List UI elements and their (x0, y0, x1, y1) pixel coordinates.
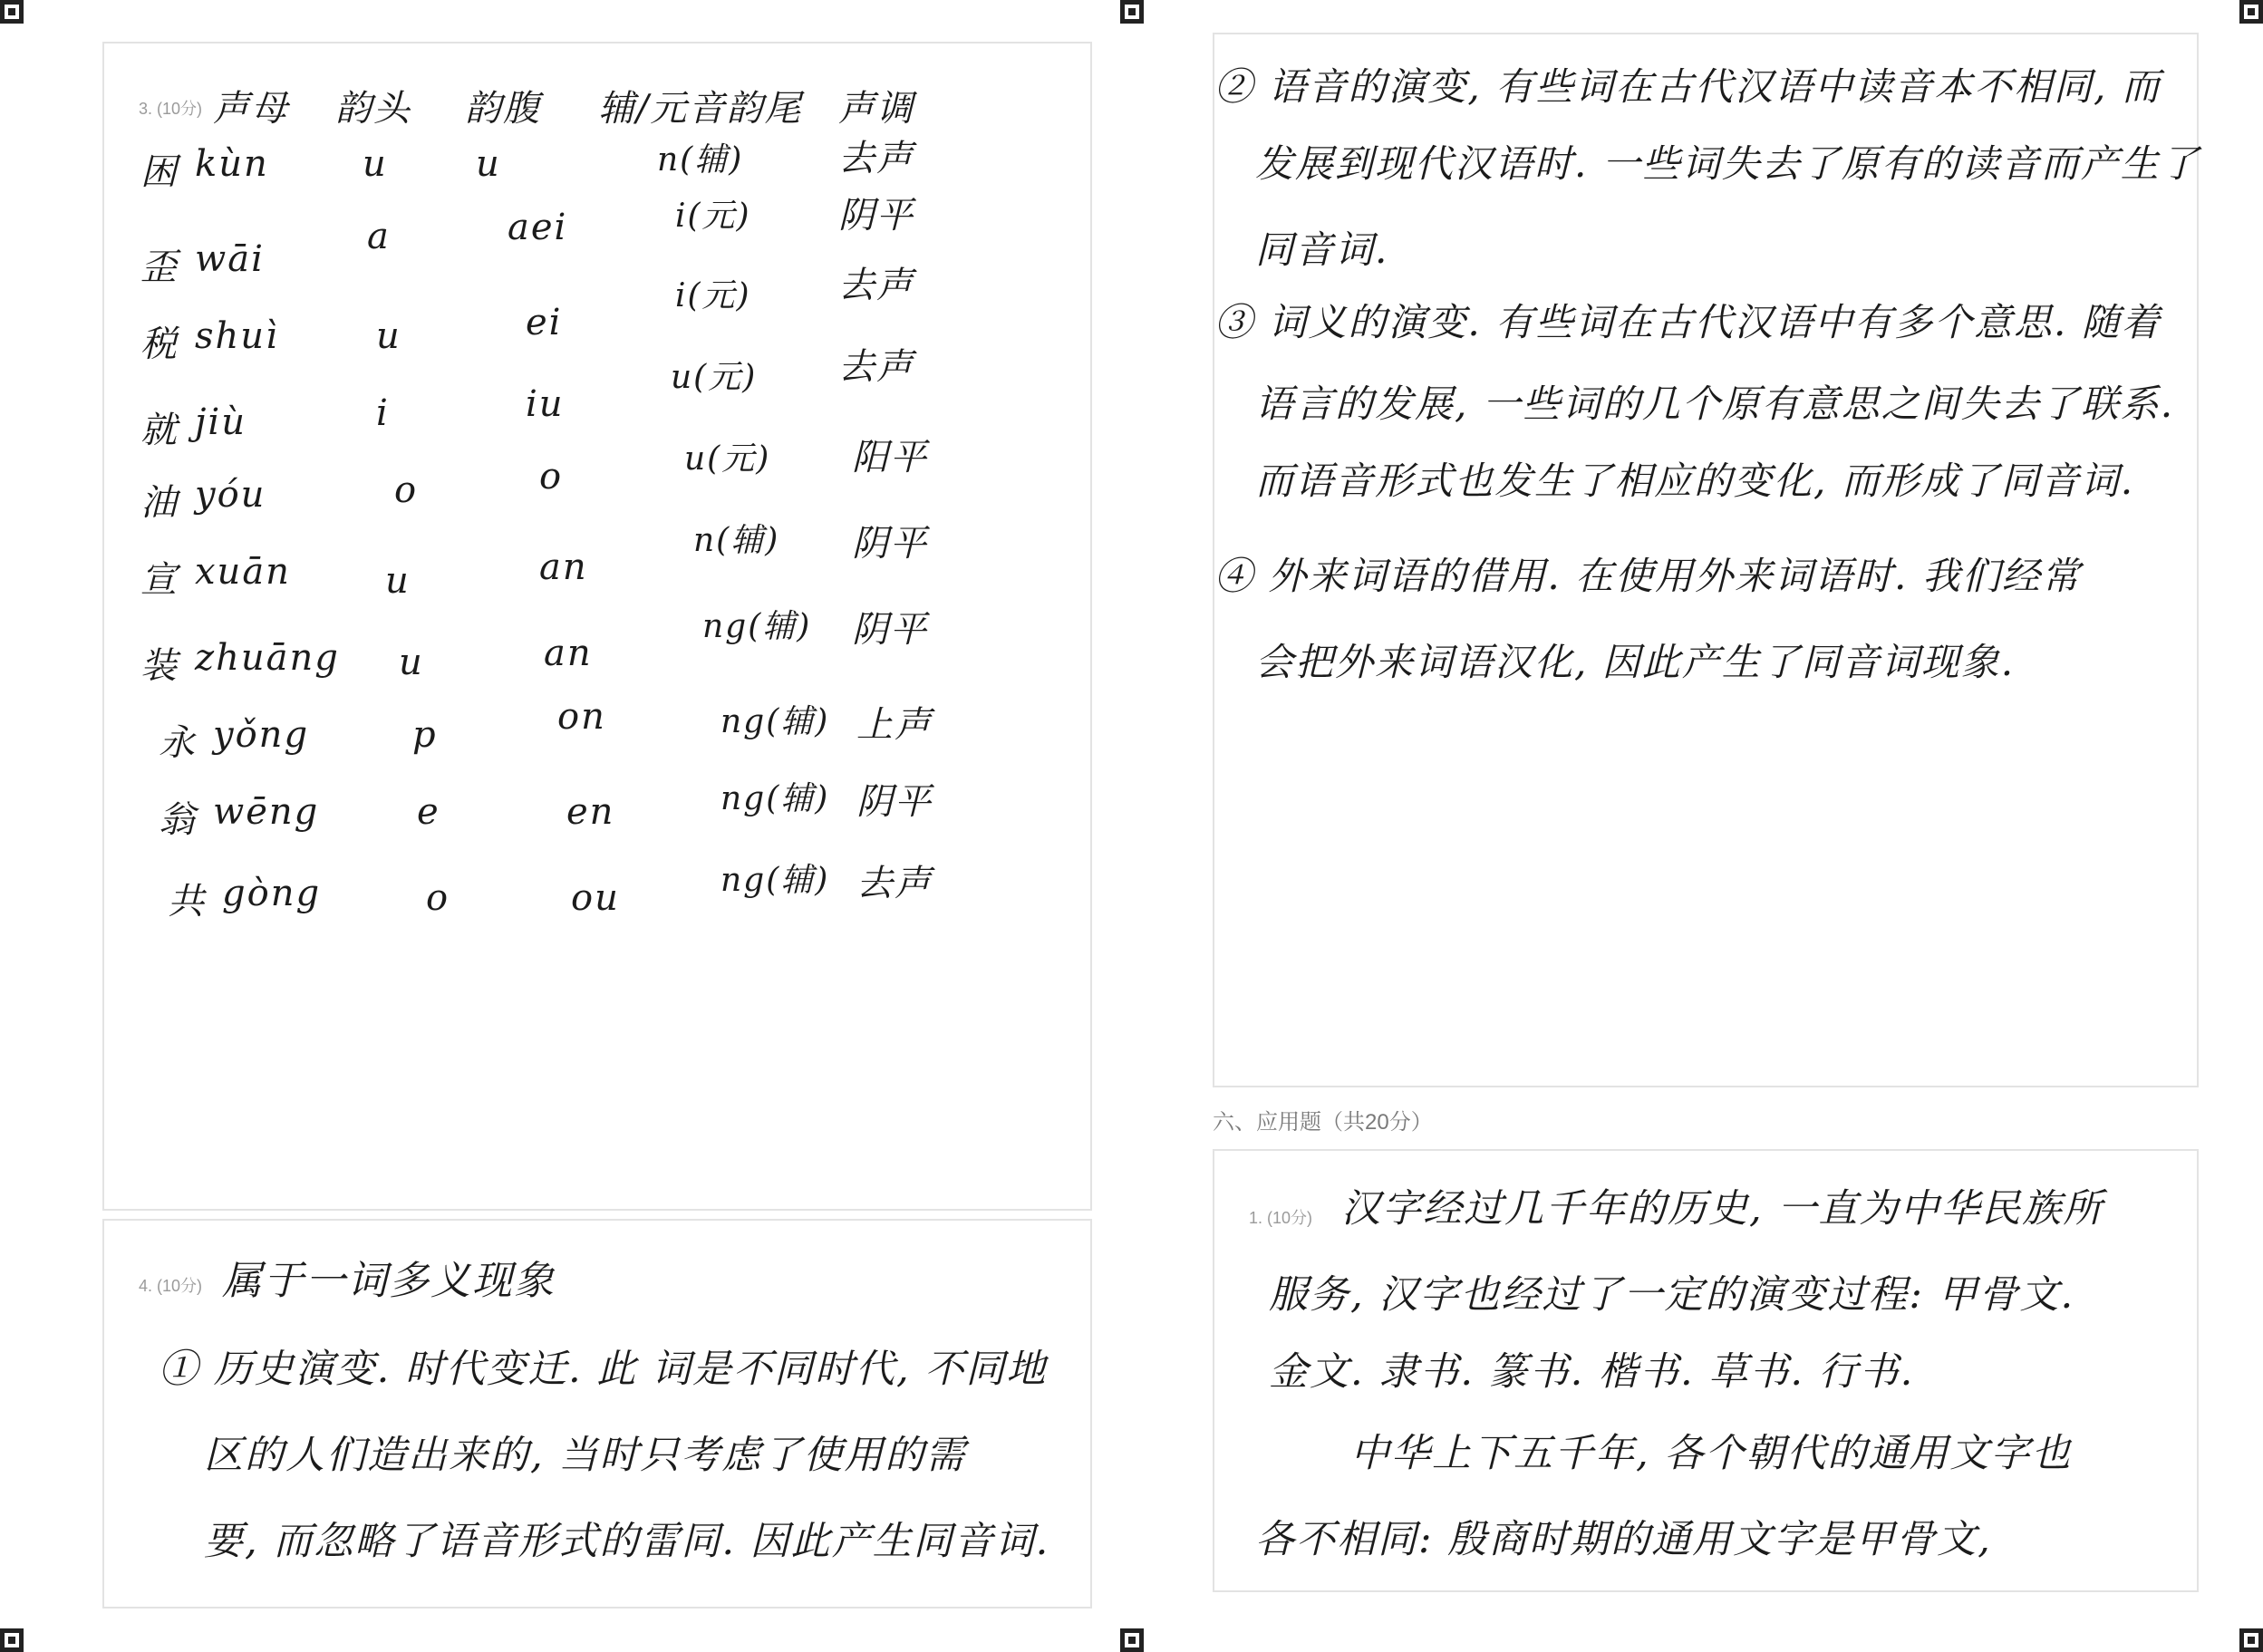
table-cell-medial: u (399, 642, 424, 683)
answer-line: ② 语音的演变, 有些词在古代汉语中读音本不相同, 而 (1214, 64, 2161, 109)
answer-text-continued (1214, 34, 2200, 723)
table-cell-pinyin: shuì (195, 315, 279, 357)
table-cell-nucleus: ou (571, 877, 620, 919)
corner-marker-bottom-right (2239, 1628, 2263, 1652)
table-cell-char: 共 (168, 881, 206, 923)
corner-marker-top-middle (1120, 0, 1144, 24)
answer-card-q4 (102, 1219, 1092, 1609)
answer-line: 要, 而忽略了语音形式的雷同. 因此产生同音词. (204, 1519, 1050, 1564)
table-cell-medial: a (367, 216, 391, 257)
answer-line: ③ 词义的演变. 有些词在古代汉语中有多个意思. 随着 (1214, 300, 2161, 344)
table-cell-char: 困 (140, 151, 179, 193)
table-cell-tone: 上声 (856, 704, 933, 746)
table-cell-medial: i (376, 392, 390, 434)
table-cell-char: 永 (159, 722, 197, 764)
table-cell-tone: 阴平 (838, 195, 914, 237)
pinyin-table (104, 43, 1090, 950)
table-cell-medial: p (412, 714, 438, 756)
table-cell-tone: 去声 (838, 346, 914, 388)
answer-line: 而语音形式也发生了相应的变化, 而形成了同音词. (1255, 459, 2135, 503)
answer-line: 汉字经过几千年的历史, 一直为中华民族所 (1341, 1186, 2104, 1232)
table-cell-char: 宣 (140, 559, 179, 601)
corner-marker-bottom-left (0, 1628, 24, 1652)
table-cell-pinyin: yǒng (213, 714, 310, 756)
table-cell-char: 歪 (140, 246, 179, 288)
answer-card-s6-q1 (1213, 1149, 2199, 1592)
answer-card-q4-continued (1213, 33, 2199, 1087)
answer-line: ① 历史演变. 时代变迁. 此 词是不同时代, 不同地 (159, 1347, 1048, 1392)
answer-line: 发展到现代汉语时. 一些词失去了原有的读音而产生了 (1255, 141, 2200, 186)
table-cell-tone: 阴平 (856, 781, 933, 823)
answer-line: 金文. 隶书. 篆书. 楷书. 草书. 行书. (1269, 1349, 1915, 1395)
table-header-medial: 韵头 (335, 88, 411, 130)
table-cell-tone: 去声 (856, 863, 933, 904)
answer-line: 中华上下五千年, 各个朝代的通用文字也 (1350, 1431, 2073, 1476)
table-cell-char: 就 (140, 410, 179, 451)
table-cell-char: 翁 (159, 799, 197, 841)
table-cell-coda: u(元) (671, 359, 758, 396)
table-cell-pinyin: jiù (195, 401, 247, 443)
table-cell-nucleus: iu (526, 383, 565, 425)
table-cell-nucleus: en (566, 791, 615, 833)
table-cell-tone: 阳平 (852, 437, 928, 478)
table-cell-tone: 去声 (838, 138, 914, 179)
answer-line: 区的人们造出来的, 当时只考虑了使用的需 (204, 1433, 967, 1478)
table-cell-coda: i(元) (675, 277, 751, 314)
table-cell-nucleus: o (539, 456, 564, 498)
table-cell-pinyin: xuān (195, 551, 291, 593)
table-cell-coda: n(辅) (693, 522, 780, 559)
table-cell-tone: 阴平 (852, 609, 928, 651)
table-cell-char: 税 (140, 324, 179, 365)
table-cell-nucleus: aei (508, 207, 568, 248)
table-cell-medial: u (385, 560, 411, 602)
corner-marker-top-left (0, 0, 24, 24)
table-cell-nucleus: an (539, 546, 588, 588)
table-cell-tone: 去声 (838, 265, 914, 306)
corner-marker-top-right (2239, 0, 2263, 24)
table-cell-tone: 阴平 (852, 523, 928, 565)
answer-line: 服务, 汉字也经过了一定的演变过程: 甲骨文. (1269, 1272, 2075, 1318)
table-cell-nucleus: ei (526, 302, 563, 343)
table-cell-pinyin: wēng (213, 791, 320, 833)
table-cell-nucleus: on (557, 696, 606, 738)
table-cell-medial: e (417, 791, 440, 833)
table-cell-coda: i(元) (675, 198, 751, 235)
table-cell-coda: n(辅) (657, 141, 744, 179)
table-cell-nucleus: an (544, 633, 593, 674)
table-cell-nucleus: u (476, 143, 501, 185)
table-cell-coda: ng(辅) (720, 703, 830, 740)
answer-line: 会把外来词语汉化, 因此产生了同音词现象. (1255, 640, 2016, 684)
table-cell-char: 装 (140, 645, 179, 687)
section-title: 六、应用题（共20分） (1213, 1110, 1433, 1135)
answer-text-q4 (104, 1221, 1090, 1607)
table-cell-medial: u (363, 143, 388, 185)
answer-line: 语言的发展, 一些词的几个原有意思之间失去了联系. (1255, 382, 2175, 426)
table-cell-pinyin: kùn (195, 143, 269, 185)
corner-marker-bottom-middle (1120, 1628, 1144, 1652)
table-cell-coda: ng(辅) (702, 608, 812, 645)
table-header-coda: 辅/元音韵尾 (598, 88, 803, 130)
answer-card-q3 (102, 42, 1092, 1211)
table-cell-char: 油 (140, 482, 179, 524)
table-cell-coda: ng(辅) (720, 862, 830, 899)
answer-line: ④ 外来词语的借用. 在使用外来词语时. 我们经常 (1214, 554, 2082, 598)
table-cell-coda: ng(辅) (720, 780, 830, 817)
question-number: 1. (10分) (1249, 1209, 1313, 1227)
table-cell-medial: o (394, 469, 419, 511)
table-cell-medial: o (426, 877, 450, 919)
table-cell-medial: u (376, 315, 401, 357)
answer-text-s6-q1 (1214, 1151, 2197, 1590)
answer-line: 各不相同: 殷商时期的通用文字是甲骨文, (1255, 1517, 1992, 1562)
table-header-tone: 声调 (838, 88, 914, 130)
question-number: 3. (10分) (139, 100, 203, 118)
answer-line: 同音词. (1255, 227, 1389, 272)
table-cell-pinyin: gòng (222, 873, 322, 914)
question-number: 4. (10分) (139, 1277, 203, 1295)
table-cell-pinyin: yóu (195, 474, 266, 516)
table-header-initial: 声母 (213, 88, 289, 130)
table-cell-pinyin: wāi (195, 238, 265, 280)
table-cell-pinyin: zhuāng (195, 637, 340, 679)
table-cell-coda: u(元) (684, 440, 771, 478)
table-header-nucleus: 韵腹 (465, 88, 541, 130)
answer-title: 属于一词多义现象 (222, 1258, 556, 1304)
